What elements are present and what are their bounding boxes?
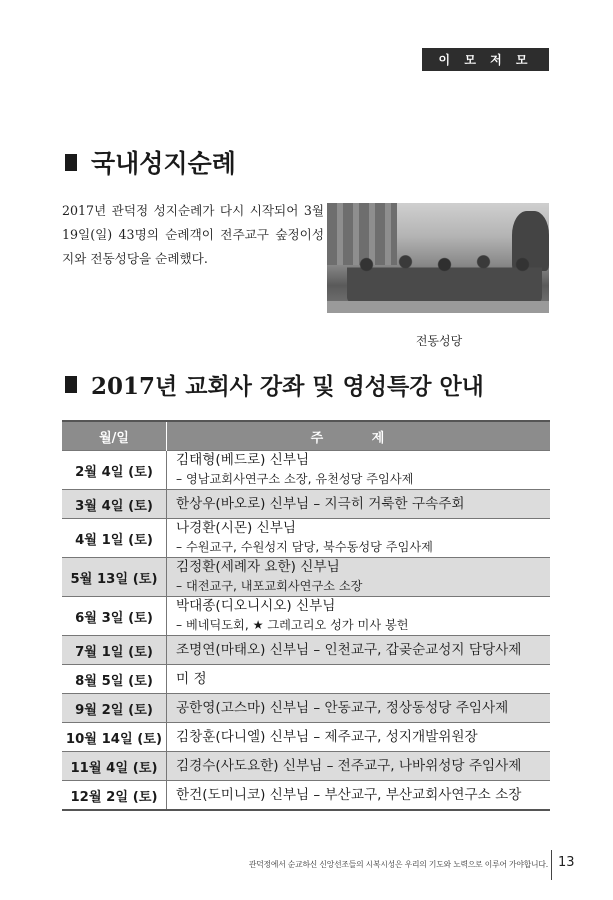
speaker: 한상우(바오로) 신부님 – 지극히 거룩한 구속주회	[176, 495, 465, 512]
speaker: 한건(도미니코) 신부님 – 부산교구, 부산교회사연구소 소장	[176, 786, 522, 803]
group-photo	[327, 203, 549, 313]
table-row	[62, 665, 550, 694]
row-topic	[167, 597, 551, 636]
column-header-topic: 주 제	[167, 421, 551, 451]
pilgrimage-intro: 2017년 관덕정 성지순례가 다시 시작되어 3월 19일(일) 43명의 순례객이 전주교구 숲정이성지와 전동성당을 순례했다.	[62, 203, 324, 266]
speaker: 박대종(디오니시오) 신부님	[176, 598, 336, 614]
section-tag: 이 모 저 모	[422, 48, 549, 71]
table-row	[62, 451, 550, 490]
footer-divider	[551, 850, 552, 880]
speaker-detail: – 수원교구, 수원성지 담당, 북수동성당 주임사제	[176, 540, 433, 554]
row-topic	[167, 519, 551, 558]
table-row	[62, 723, 550, 752]
speaker: 조명연(마태오) 신부님 – 인천교구, 갑곶순교성지 담당사제	[176, 641, 522, 658]
photo-crowd	[347, 248, 542, 303]
row-date: 12월 2일 (토)	[62, 781, 167, 811]
row-date: 8월 5일 (토)	[62, 665, 167, 694]
table-row	[62, 781, 550, 811]
speaker: 김창훈(다니엘) 신부님 – 제주교구, 성지개발위원장	[176, 728, 478, 745]
speaker: 공한영(고스마) 신부님 – 안동교구, 정상동성당 주임사제	[176, 699, 509, 716]
speaker: 김경수(사도요한) 신부님 – 전주교구, 나바위성당 주임사제	[176, 757, 522, 774]
row-topic	[167, 490, 551, 519]
column-header-date: 월/일	[62, 421, 167, 451]
lecture-schedule-table	[62, 420, 550, 811]
page-number: 13	[558, 855, 575, 870]
row-topic	[167, 665, 551, 694]
table-row	[62, 636, 550, 665]
speaker: 김정환(세례자 요한) 신부님	[176, 559, 340, 575]
square-bullet-icon	[65, 376, 77, 393]
table-row	[62, 558, 550, 597]
speaker: 미 정	[176, 670, 207, 687]
row-date: 4월 1일 (토)	[62, 519, 167, 558]
row-date: 6월 3일 (토)	[62, 597, 167, 636]
section-title-lectures	[65, 368, 484, 401]
row-topic	[167, 723, 551, 752]
speaker-detail: – 대전교구, 내포교회사연구소 소장	[176, 579, 363, 593]
row-date: 10월 14일 (토)	[62, 723, 167, 752]
row-topic	[167, 636, 551, 665]
row-topic	[167, 694, 551, 723]
section-title-text: 2017년 교회사 강좌 및 영성특강 안내	[91, 373, 484, 400]
row-date: 9월 2일 (토)	[62, 694, 167, 723]
row-date: 11월 4일 (토)	[62, 752, 167, 781]
table-row	[62, 490, 550, 519]
speaker: 김태형(베드로) 신부님	[176, 452, 310, 468]
speaker: 나경환(시몬) 신부님	[176, 520, 296, 536]
footer-text: 관덕정에서 순교하신 신앙선조들의 시복시성은 우리의 기도와 노력으로 이루어 가야합니다.	[248, 860, 548, 869]
photo-steps	[327, 301, 549, 313]
row-date: 7월 1일 (토)	[62, 636, 167, 665]
square-bullet-icon	[65, 154, 77, 171]
table-row	[62, 694, 550, 723]
table-row	[62, 519, 550, 558]
section-title-pilgrimage	[65, 144, 236, 180]
table-row	[62, 597, 550, 636]
row-date: 2월 4일 (토)	[62, 451, 167, 490]
row-topic	[167, 752, 551, 781]
section-title-text: 국내성지순례	[91, 149, 236, 178]
speaker-detail: – 베네딕도회, ★ 그레고리오 성가 미사 봉헌	[176, 618, 409, 632]
row-date: 5월 13일 (토)	[62, 558, 167, 597]
table-row	[62, 752, 550, 781]
row-date: 3월 4일 (토)	[62, 490, 167, 519]
photo-caption: 전동성당	[415, 334, 463, 348]
row-topic	[167, 781, 551, 811]
table-header-row	[62, 421, 550, 451]
row-topic	[167, 451, 551, 490]
row-topic	[167, 558, 551, 597]
speaker-detail: – 영남교회사연구소 소장, 유천성당 주임사제	[176, 472, 414, 486]
